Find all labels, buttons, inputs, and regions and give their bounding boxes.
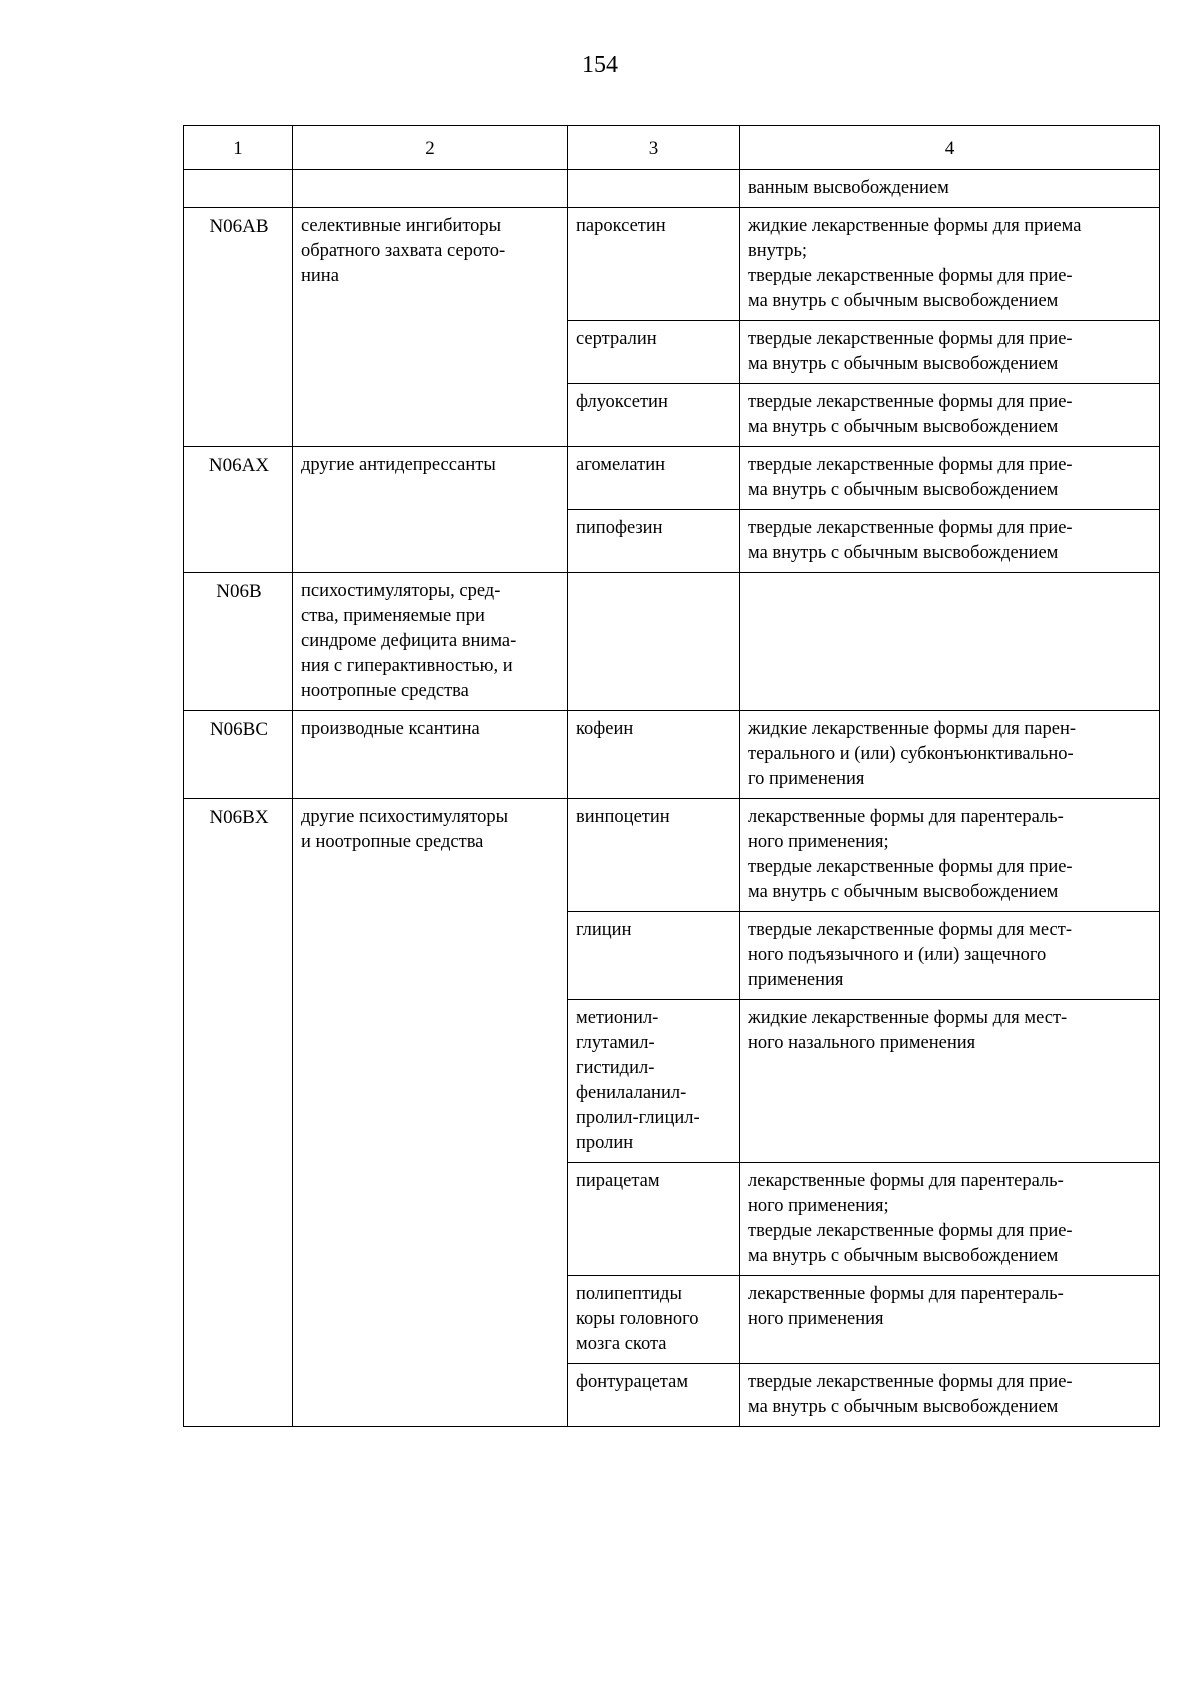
dosage-form-cell: твердые лекарственные формы для мест- ного подъязычного и (или) защечного применения — [740, 912, 1160, 1000]
drug-name-cell: сертралин — [568, 321, 740, 384]
atc-code-cell: N06AX — [184, 447, 293, 573]
drug-name-cell: полипептиды коры головного мозга скота — [568, 1276, 740, 1364]
drug-name-cell: флуоксетин — [568, 384, 740, 447]
drug-list-table — [183, 125, 1160, 1427]
group-name-cell: селективные ингибиторы обратного захвата серото- нина — [293, 208, 568, 447]
column-header-2: 2 — [293, 126, 568, 170]
atc-code-cell: N06AB — [184, 208, 293, 447]
continuation-code-cell — [184, 170, 293, 208]
atc-code-cell: N06B — [184, 573, 293, 711]
column-header-4: 4 — [740, 126, 1160, 170]
dosage-form-cell: твердые лекарственные формы для прие- ма внутрь с обычным высвобождением — [740, 510, 1160, 573]
continuation-name-cell — [293, 170, 568, 208]
group-name-cell: другие психостимуляторы и ноотропные средства — [293, 799, 568, 1427]
dosage-form-cell: лекарственные формы для парентераль- ного применения; твердые лекарственные формы для прие- ма внутрь с обычным высвобождением — [740, 799, 1160, 912]
dosage-form-cell: жидкие лекарственные формы для парен- терального и (или) субконъюнктивально- го применения — [740, 711, 1160, 799]
column-header-3: 3 — [568, 126, 740, 170]
column-header-1: 1 — [184, 126, 293, 170]
drug-name-cell: пароксетин — [568, 208, 740, 321]
drug-name-cell: метионил- глутамил- гистидил- фенилаланил- пролил-глицил- пролин — [568, 1000, 740, 1163]
dosage-form-cell: жидкие лекарственные формы для приема внутрь; твердые лекарственные формы для прие- ма внутрь с обычным высвобождением — [740, 208, 1160, 321]
continuation-row — [184, 170, 1160, 208]
group-name-cell: психостимуляторы, сред- ства, применяемые при синдроме дефицита внима- ния с гиперактивностью, и ноотропные средства — [293, 573, 568, 711]
group-name-cell: производные ксантина — [293, 711, 568, 799]
table-row — [184, 208, 1160, 321]
table-body — [184, 170, 1160, 1427]
dosage-form-cell: твердые лекарственные формы для прие- ма внутрь с обычным высвобождением — [740, 321, 1160, 384]
dosage-form-cell: твердые лекарственные формы для прие- ма внутрь с обычным высвобождением — [740, 447, 1160, 510]
dosage-form-cell — [740, 573, 1160, 711]
page-number: 154 — [582, 52, 618, 78]
drug-name-cell: фонтурацетам — [568, 1364, 740, 1427]
dosage-form-cell: лекарственные формы для парентераль- ного применения — [740, 1276, 1160, 1364]
table-header-row — [184, 126, 1160, 170]
continuation-form-cell: ванным высвобождением — [740, 170, 1160, 208]
atc-code-cell: N06BX — [184, 799, 293, 1427]
continuation-drug-cell — [568, 170, 740, 208]
drug-name-cell: винпоцетин — [568, 799, 740, 912]
table-row — [184, 711, 1160, 799]
drug-name-cell: агомелатин — [568, 447, 740, 510]
drug-name-cell: глицин — [568, 912, 740, 1000]
drug-name-cell — [568, 573, 740, 711]
dosage-form-cell: лекарственные формы для парентераль- ного применения; твердые лекарственные формы для прие- ма внутрь с обычным высвобождением — [740, 1163, 1160, 1276]
drug-name-cell: пирацетам — [568, 1163, 740, 1276]
dosage-form-cell: твердые лекарственные формы для прие- ма внутрь с обычным высвобождением — [740, 384, 1160, 447]
drug-name-cell: кофеин — [568, 711, 740, 799]
group-name-cell: другие антидепрессанты — [293, 447, 568, 573]
table-row — [184, 447, 1160, 510]
table-row — [184, 573, 1160, 711]
table-row — [184, 799, 1160, 912]
drug-name-cell: пипофезин — [568, 510, 740, 573]
dosage-form-cell: жидкие лекарственные формы для мест- ного назального применения — [740, 1000, 1160, 1163]
atc-code-cell: N06BC — [184, 711, 293, 799]
dosage-form-cell: твердые лекарственные формы для прие- ма внутрь с обычным высвобождением — [740, 1364, 1160, 1427]
